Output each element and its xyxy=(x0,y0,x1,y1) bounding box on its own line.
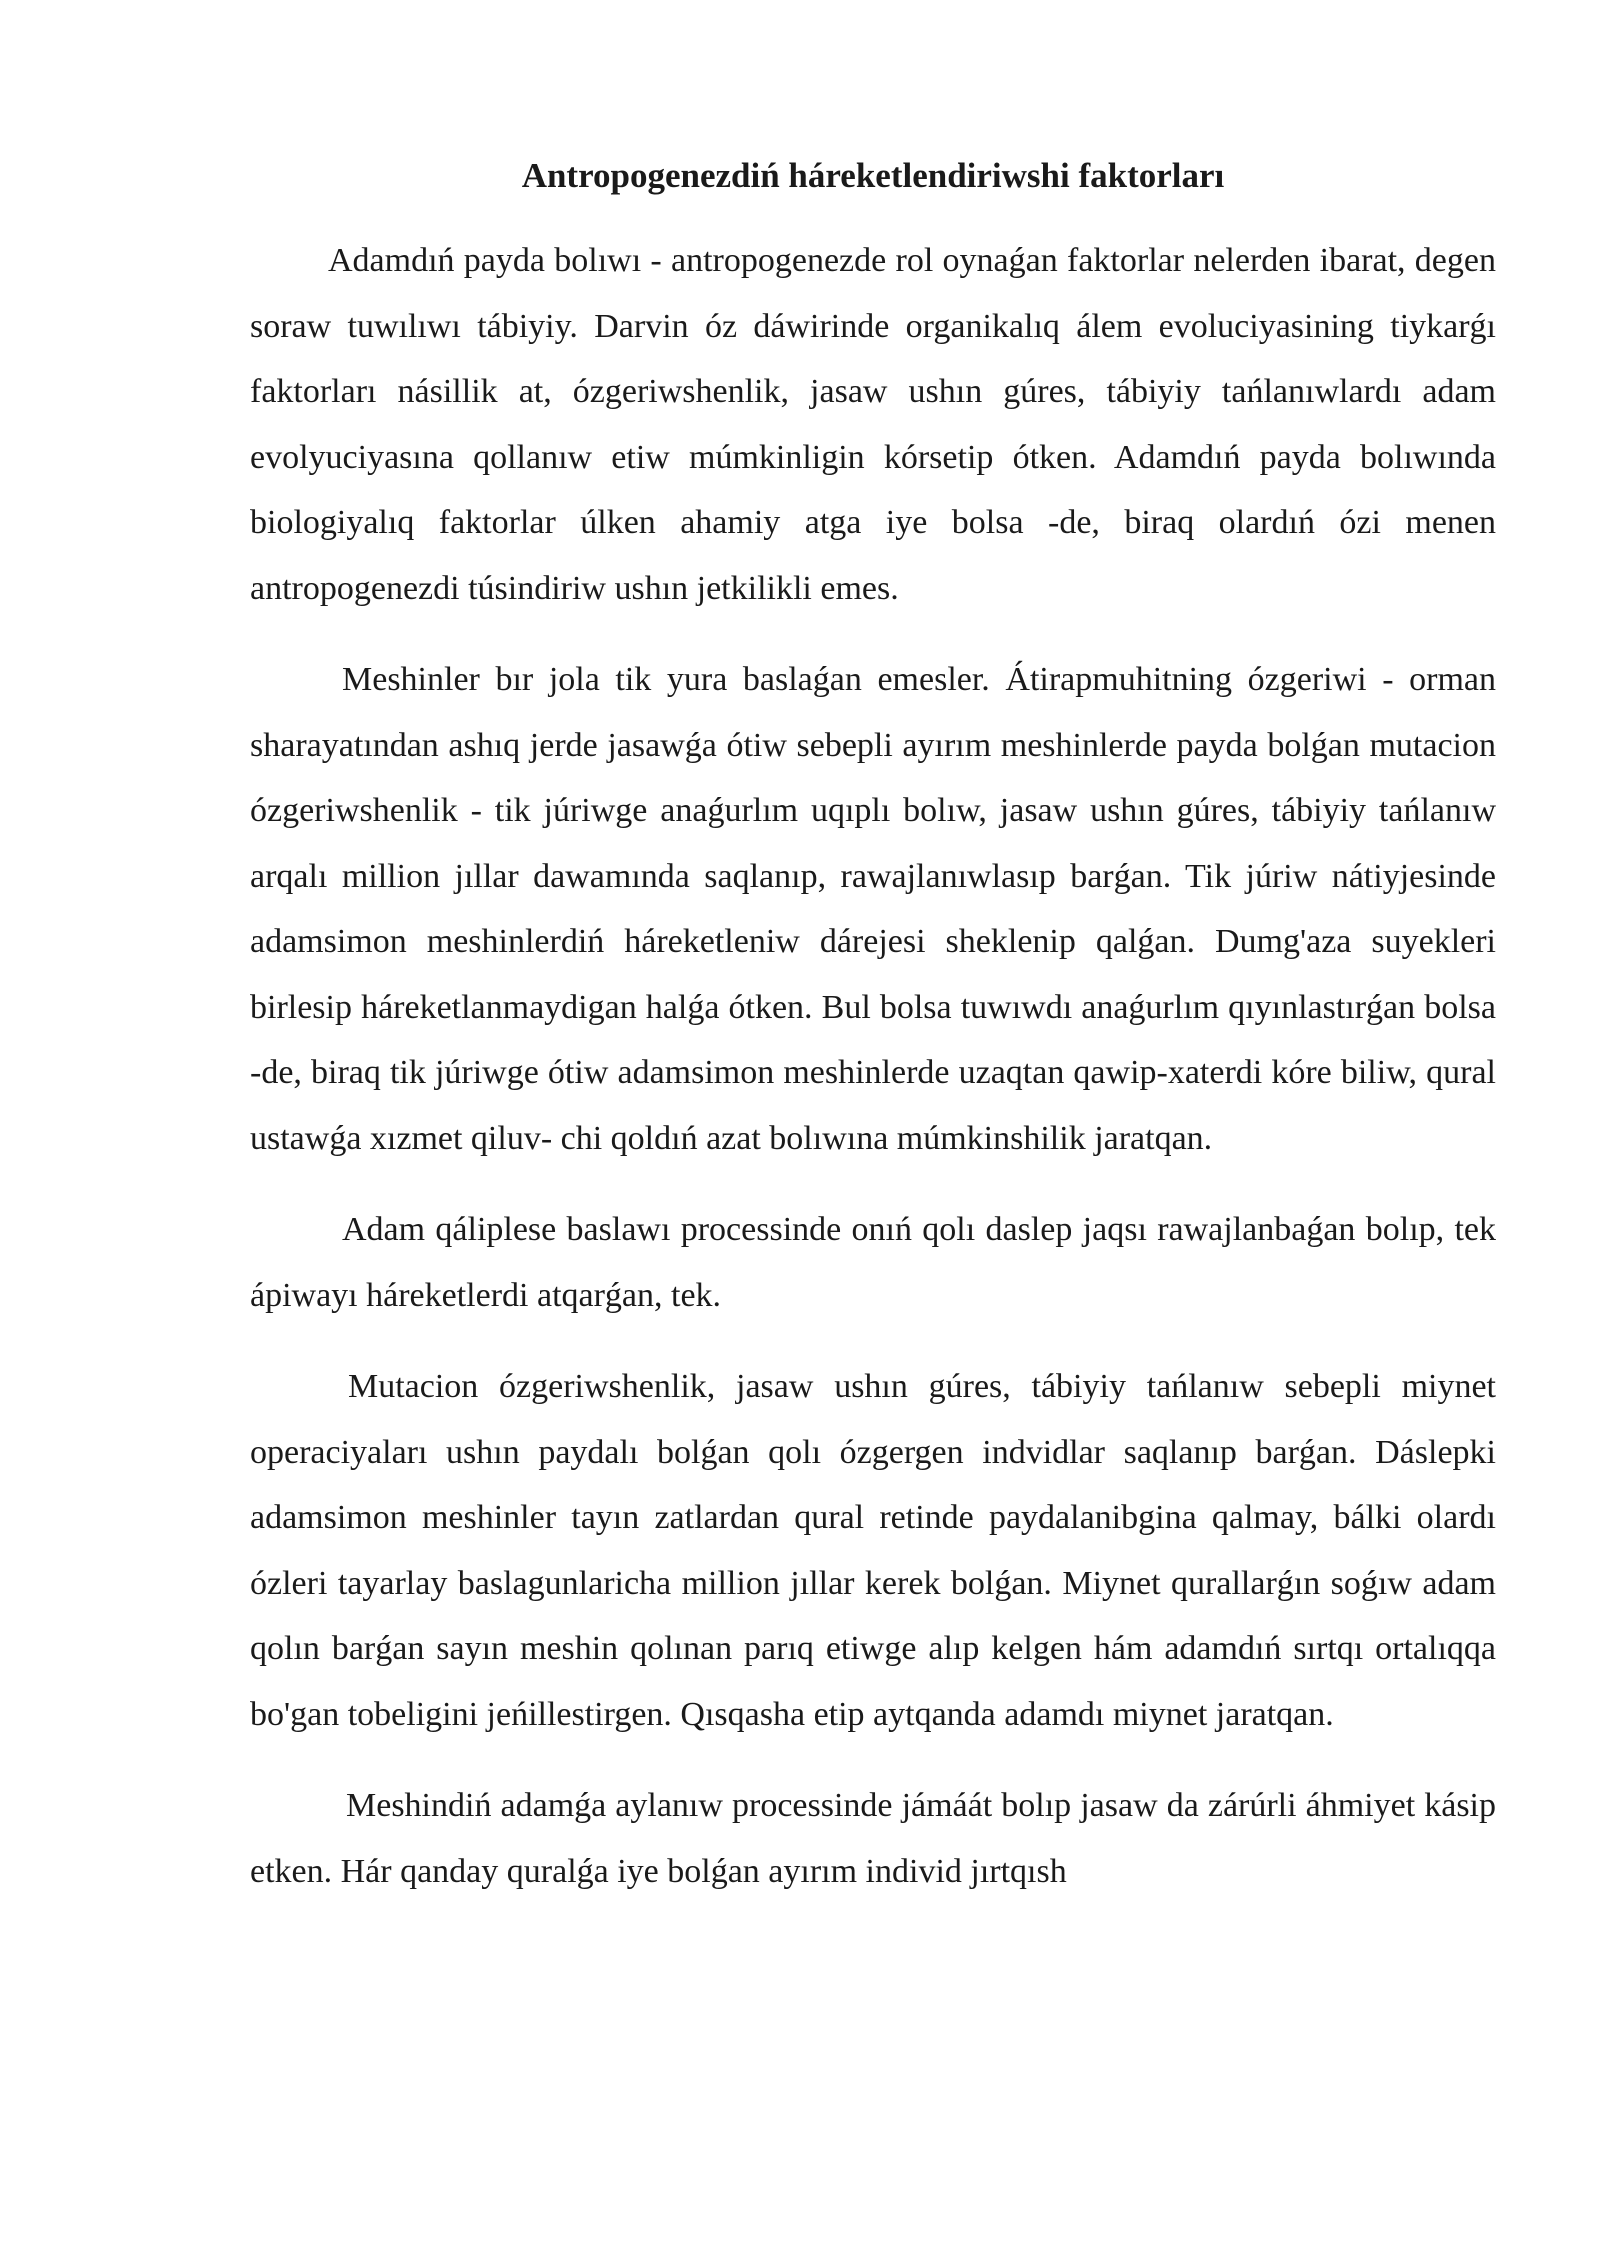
paragraph-5: Meshindiń adamǵa aylanıw processinde jámáát bolıp jasaw da zárúrli áhmiyet kásip etken. Hár qanday quralǵa iye bolǵan ayırım individ jırtqısh xyxy=(250,1787,1496,1890)
paragraph-4: Mutacion ózgeriwshenlik, jasaw ushın gúres, tábiyiy tańlanıw sebepli miynet operaciyaları ushın paydalı bolǵan qolı ózgergen indvidlar saqlanıp barǵan. Dáslepki adamsimon meshinler tayın zatlardan qural retinde paydalanibgina qalmay, bálki olardı ózleri tayarlay baslagunlaricha million jıllar kerek bolǵan. Miynet qurallarǵın soǵıw adam qolın barǵan sayın meshin qolınan parıq etiwge alıp kelgen hám adamdıń sırtqı ortalıqqa bo'gan tobeligini jeńillestirgen. Qısqasha etip aytqanda adamdı miynet jaratqan. xyxy=(250,1368,1496,1733)
paragraph-1: Adamdıń payda bolıwı - antropogenezde rol oynaǵan faktorlar nelerden ibarat, degen soraw tuwılıwı tábiyiy. Darvin óz dáwirinde organikalıq álem evoluciyasining tiykarǵı faktorları násillik at, ózgeriwshenlik, jasaw ushın gúres, tábiyiy tańlanıwlardı adam evolyuciyasına qollanıw etiw múmkinligin kórsetip ótken. Adamdıń payda bolıwında biologiyalıq faktorlar úlken ahamiy atga iye bolsa -de, biraq olardıń ózi menen antropogenezdi túsindiriw ushın jetkilikli emes. xyxy=(250,242,1496,607)
paragraph-3: Adam qáliplese baslawı processinde onıń qolı daslep jaqsı rawajlanbaǵan bolıp, tek ápiwayı háreketlerdi atqarǵan, tek. xyxy=(250,1211,1496,1314)
document-body xyxy=(250,150,1496,1930)
document-title: Antropogenezdiń háreketlendiriwshi faktorları xyxy=(521,156,1225,195)
paragraph-2: Meshinler bır jola tik yura baslaǵan emesler. Átirapmuhitning ózgeriwi - orman sharayatından ashıq jerde jasawǵa ótiw sebepli ayırım meshinlerde payda bolǵan mutacion ózgeriwshenlik - tik júriwge anaǵurlım uqıplı bolıw, jasaw ushın gúres, tábiyiy tańlanıw arqalı million jıllar dawamında saqlanıp, rawajlanıwlasıp barǵan. Tik júriw nátiyjesinde adamsimon meshinlerdiń háreketleniw dárejesi sheklenip qalǵan. Dumg'aza suyekleri birlesip háreketlanmaydigan halǵa ótken. Bul bolsa tuwıwdı anaǵurlım qıyınlastırǵan bolsa -de, biraq tik júriwge ótiw adamsimon meshinlerde uzaqtan qawip-xaterdi kóre biliw, qural ustawǵa xızmet qiluv- chi qoldıń azat bolıwına múmkinshilik jaratqan. xyxy=(250,661,1496,1157)
